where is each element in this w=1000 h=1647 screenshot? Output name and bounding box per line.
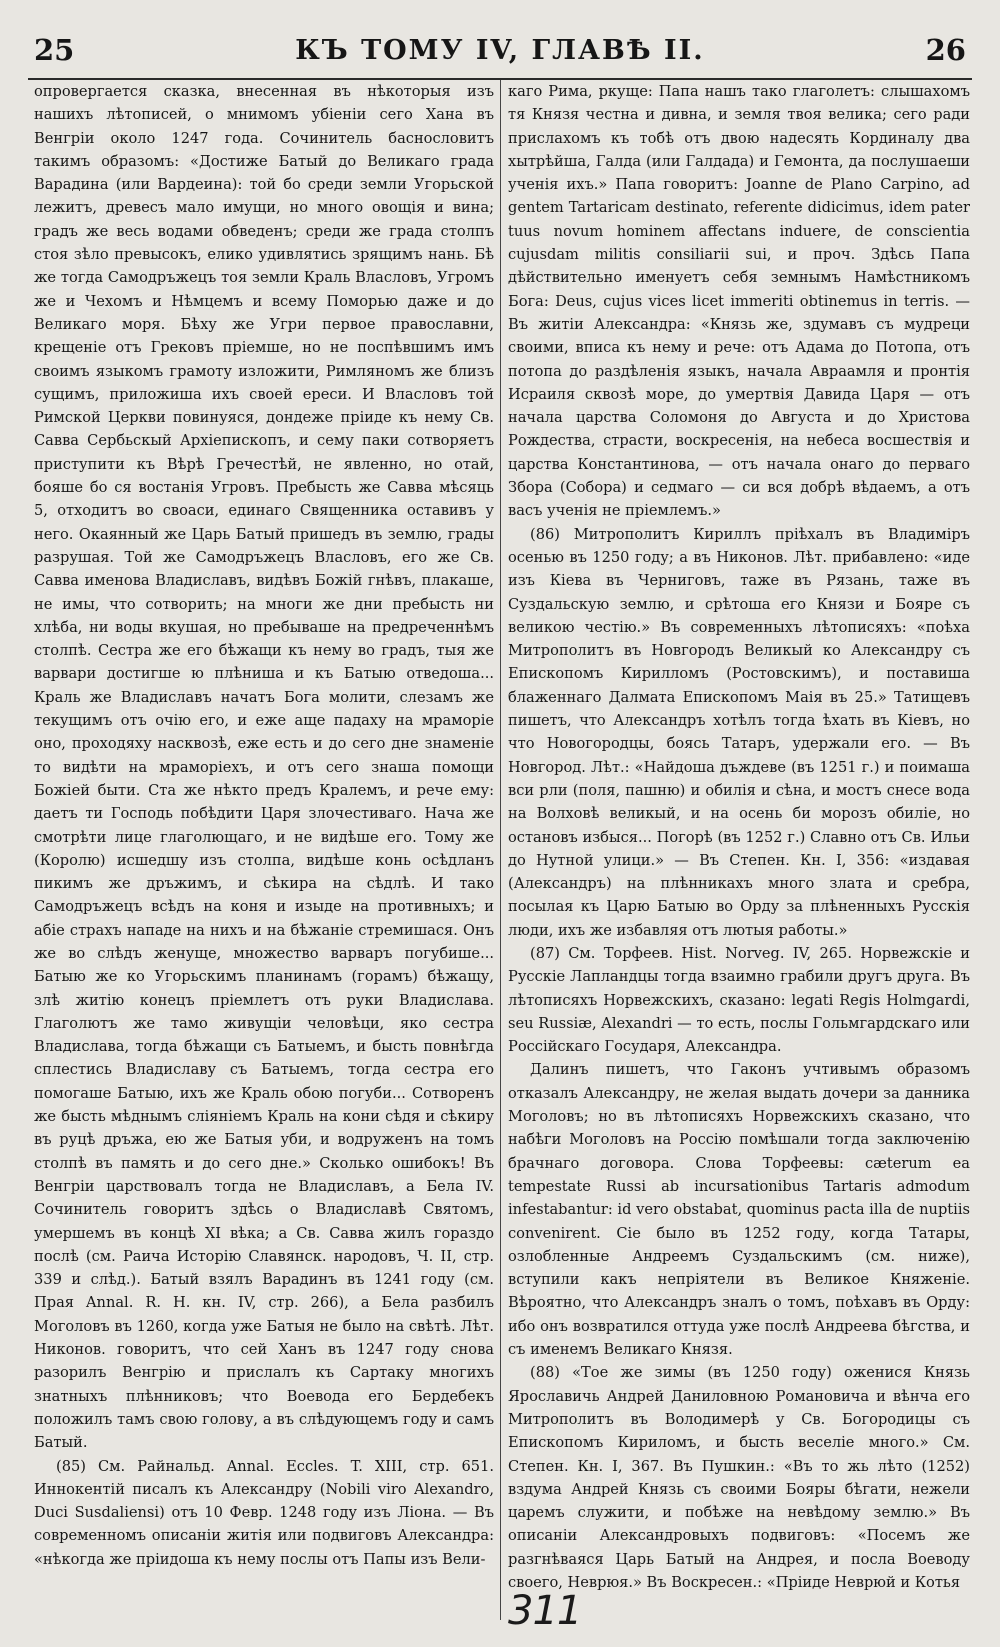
note-85: (85) См. Райнальд. Annal. Eccles. T. XIII, стр. 651. Иннокентій писалъ къ Александру (Nobili viro Alexandro, Duci Susdaliensi) отъ 10 Февр. 1248 году изъ Ліона. — Въ современномъ описаніи житія или подвиговъ Александра: «нѣкогда же пріидоша къ нему послы отъ Папы изъ Вели-	[34, 1457, 494, 1568]
right-paragraph-continuation: каго Рима, ркуще: Папа нашъ тако глаголетъ: слышахомъ тя Князя честна и дивна, и земля твоя велика; сего ради прислахомъ къ тобѣ отъ двою надесять Кординалу два хытрѣйша, Галда (или Галдада) и Гемонта, да послушаеши ученія ихъ.» Папа говоритъ: Joanne de Plano Carpino, ad gentem Tartaricam destinato, referente didicimus, idem pater tuus novum hominem affectans induere, de conscientia cujusdam militis consiliarii sui, и проч. Здѣсь Папа дѣйствительно именуетъ себя земнымъ Намѣстникомъ Бога: Deus, cujus vices licet immeriti obtinemus in terris. — Въ житіи Александра: «Князь же, здумавъ съ мудреци своими, вписа къ нему и рече: отъ Адама до Потопа, отъ потопа до раздѣленія языкъ, начала Авраамля и пронтія Исраиля сквозѣ море, до умертвія Давида Царя — отъ начала царства Соломоня до Августа и до Христова Рождества, страсти, воскресенія, на небеса восшествія и царства Константинова, — отъ начала онаго до перваго Збора (Собора) и седмаго — си вся добрѣ вѣдаемъ, а отъ васъ ученія не пріемлемъ.»	[508, 83, 970, 520]
right-column	[508, 80, 970, 1620]
note-86: (86) Митрополитъ Кириллъ пріѣхалъ въ Владиміръ осенью въ 1250 году; а въ Никонов. Лѣт. прибавлено: «иде изъ Кіева въ Черниговъ, таже въ Рязань, таже въ Суздальскую землю, и срѣтоша его Князи и Бояре съ великою честію.» Въ современныхъ лѣтописяхъ: «поѣха Митрополитъ въ Новгородъ Великый ко Александру съ Епископомъ Кирилломъ (Ростовскимъ), и поставиша блаженнаго Далмата Епископомъ Маія въ 25.» Татищевъ пишетъ, что Александръ хотѣлъ тогда ѣхать въ Кіевъ, но что Новогородцы, боясь Татаръ, удержали его. — Въ Новгород. Лѣт.: «Найдоша дъждеве (въ 1251 г.) и поимаша вси рли (поля, пашню) и обилія и сѣна, и мостъ снесе вода на Волховѣ великый, и на осень би морозъ обиліе, но остановъ избыся... Погорѣ (въ 1252 г.) Славно отъ Св. Ильи до Нутной улици.» — Въ Степен. Кн. I, 356: «издавая (Александръ) на плѣнникахъ много злата и сребра, посылая къ Царю Батыю во Орду за плѣненныхъ Русскія люди, ихъ же избавляя отъ лютыя работы.»	[508, 525, 970, 939]
running-title: КЪ ТОМУ IV, ГЛАВѢ II.	[295, 34, 705, 66]
left-page-number: 25	[34, 33, 75, 67]
right-page-number: 26	[925, 33, 966, 67]
page-header	[34, 30, 966, 70]
left-column	[34, 80, 494, 1620]
handwritten-page-note: 311	[508, 1588, 582, 1634]
dalin-paragraph: Далинъ пишетъ, что Гаконъ учтивымъ образомъ отказалъ Александру, не желая выдать дочери за данника Моголовъ; но въ лѣтописяхъ Норвежскихъ сказано, что набѣги Моголовъ на Россію помѣшали тогда заключенію брачнаго договора. Слова Торфеевы: cæterum ea tempestate Russi ab incursationibus Tartaris admodum infestabantur: id vero obstabat, quominus pacta illa de nuptiis convenirent. Сіе было въ 1252 году, когда Татары, озлобленные Андреемъ Суздальскимъ (см. ниже), вступили какъ непріятели въ Великое Княженіе. Вѣроятно, что Александръ зналъ о томъ, поѣхавъ въ Орду: ибо онъ возвратился оттуда уже послѣ Андреева бѣгства, и съ именемъ Великаго Князя.	[508, 1061, 970, 1359]
note-87: (87) См. Торфеев. Hist. Norveg. IV, 265. Норвежскіе и Русскіе Лапландцы тогда взаимно грабили другъ друга. Въ лѣтописяхъ Норвежскихъ, сказано: legati Regis Holmgardi, seu Russiæ, Alexandri — то есть, послы Гольмгардскаго или Россійскаго Государя, Александра.	[508, 944, 970, 1056]
left-paragraph: опровергается сказка, внесенная въ нѣкоторыя изъ нашихъ лѣтописей, о мнимомъ убіеніи сего Хана въ Венгріи около 1247 года. Сочинитель баснословитъ такимъ образомъ: «Достиже Батый до Великаго града Варадина (или Вардеина): той бо среди земли Угорьской лежитъ, древесъ мало имущи, но много овощія и вина; градъ же весь водами обведенъ; среди же града столпъ стоя зѣло превысокъ, елико удивлятись зрящимъ нань. Бѣ же тогда Самодръжецъ тоя земли Краль Власловъ, Угромъ же и Чехомъ и Нѣмцемъ и всему Поморью даже и до Великаго моря. Бѣху же Угри первое православни, крещеніе отъ Грековъ пріемше, но не поспѣвшимъ имъ своимъ языкомъ грамоту изложити, Римляномъ же близъ сущимъ, приложиша ихъ своей ереси. И Власловъ той Римской Церкви повинуяся, дондеже пріиде къ нему Св. Савва Сербьскый Архіепископъ, и сему паки сотворяетъ приступити къ Вѣрѣ Гречестѣй, не явленно, но отай, бояше бо ся востанія Угровъ. Пребысть же Савва мѣсяць 5, отходитъ во своаси, единаго Священника оставивъ у него. Окаянный же Царь Батый пришедъ въ землю, грады разрушая. Той же Самодръжецъ Власловъ, его же Св. Савва именова Владиславъ, видѣвъ Божій гнѣвъ, плакаше, не имы, что сотворить; на многи же дни пребысть ни хлѣба, ни воды вкушая, но пребываше на предреченнѣмъ столпѣ. Сестра же его бѣжащи къ нему во градъ, тыя же варвари достигше ю плѣниша и къ Батыю отведоша... Краль же Владиславъ начатъ Бога молити, слезамъ же текущимъ отъ очію его, и еже аще падаху на мраморіе оно, проходяху насквозѣ, еже есть и до сего дне знаменіе то видѣти на мраморіехъ, и отъ сего знаша помощи Божіей быти. Ста же нѣкто предъ Кралемъ, и рече ему: даетъ ти Господь побѣдити Царя злочестиваго. Нача же смотрѣти лице глаголющаго, и не видѣше его. Тому же (Королю) исшедшу изъ столпа, видѣше конь осѣдланъ пикимъ же дръжимъ, и сѣкира на сѣдлѣ. И тако Самодръжецъ всѣдъ на коня и изыде на противныхъ; и абіе страхъ нападе на нихъ и на бѣжаніе стремишася. Онъ же во слѣдъ женуще, множество варваръ погубише... Батыю же ко Угорьскимъ планинамъ (горамъ) бѣжащу, злѣ житію конецъ пріемлетъ отъ руки Владислава. Глаголютъ же тамо живущіи человѣци, яко сестра Владислава, тогда бѣжащи съ Батыемъ, и бысть повнѣгда сплестись Владиславу съ Батыемъ, тогда сестра его помогаше Батыю, ихъ же Краль обою погуби... Сотворенъ же бысть мѣднымъ сліяніемъ Краль на кони сѣдя и сѣкиру въ руцѣ дръжа, ею же Батыя уби, и водруженъ на томъ столпѣ въ память и до сего дне.» Сколько ошибокъ! Въ Венгріи царствовалъ тогда не Владиславъ, а Бела IV. Сочинитель говоритъ здѣсь о Владиславѣ Святомъ, умершемъ въ концѣ XI вѣка; а Св. Савва жилъ гораздо послѣ (см. Раича Исторію Славянск. народовъ, Ч. II, стр. 339 и слѣд.). Батый взялъ Варадинъ въ 1241 году (см. Прая Annal. R. H. кн. IV, стр. 266), а Бела разбилъ Моголовъ въ 1260, когда уже Батыя не было на свѣтѣ. Лѣт. Никонов. говоритъ, что сей Ханъ въ 1247 году снова разорилъ Венгрію и прислалъ къ Сартаку многихъ знатныхъ плѣнниковъ; что Воевода его Бердебекъ положилъ тамъ свою голову, а въ слѣдующемъ году и самъ Батый.	[34, 83, 494, 1452]
note-88: (88) «Тое же зимы (въ 1250 году) оженися Князь Ярославичь Андрей Даниловною Романовича и вѣнча его Митрополитъ въ Володимерѣ у Св. Богородицы съ Епископомъ Кириломъ, и бысть веселіе много.» См. Степен. Кн. I, 367. Въ Пушкин.: «Въ то жь лѣто (1252) вздума Андрей Князь съ своими Бояры бѣгати, нежели царемъ служити, и побѣже на невѣдому землю.» Въ описаніи Александровыхъ подвиговъ: «Посемъ же разгнѣваяся Царь Батый на Андрея, и посла Воеводу своего, Неврюя.» Въ Воскресен.: «Пріиде Неврюй и Котья	[508, 1364, 970, 1591]
column-divider	[500, 80, 501, 1620]
